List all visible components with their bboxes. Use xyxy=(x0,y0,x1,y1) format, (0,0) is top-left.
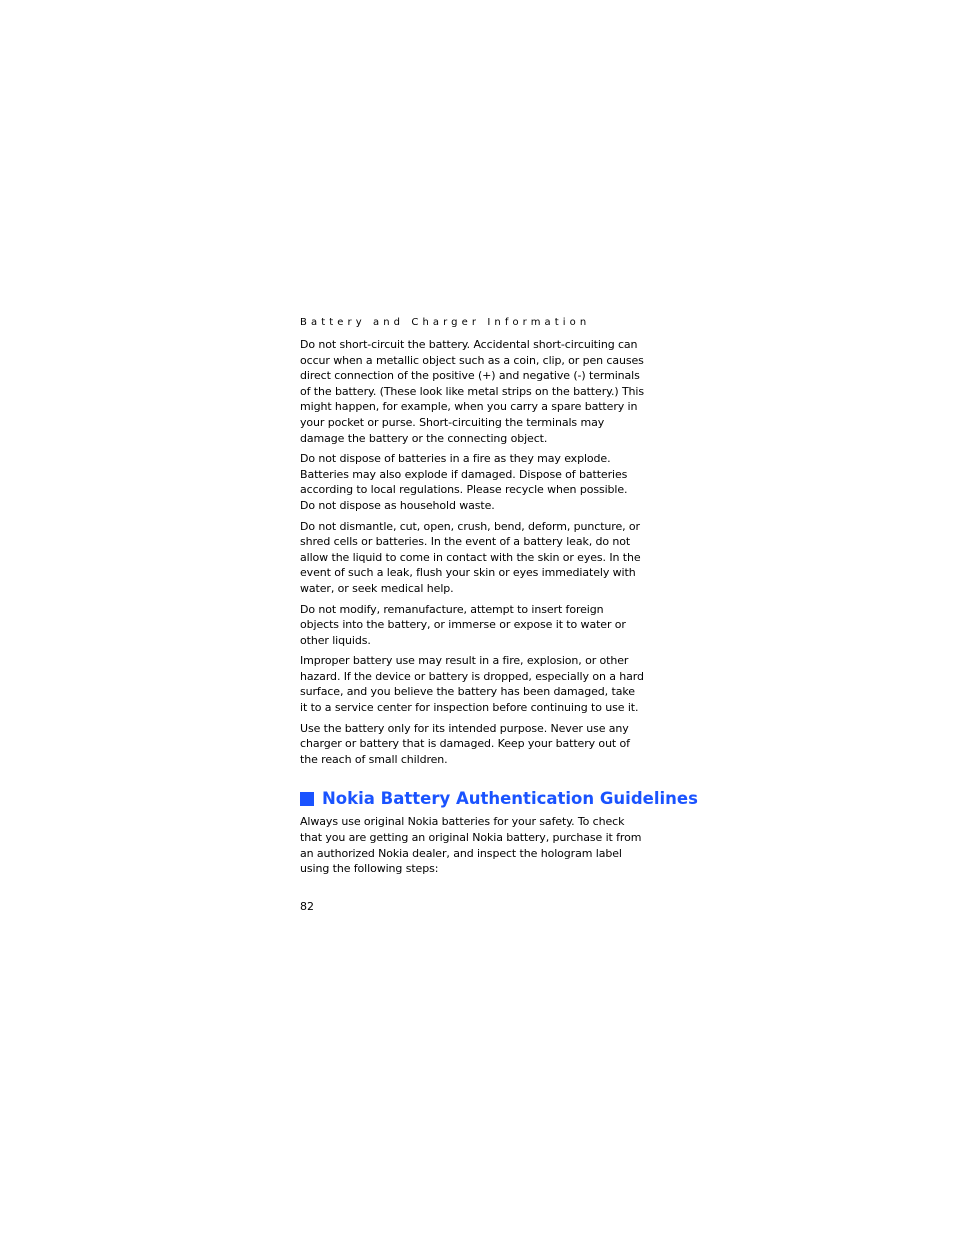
running-header: Battery and Charger Information xyxy=(300,317,591,328)
body-text xyxy=(300,337,698,882)
paragraph-modify: Do not modify, remanufacture, attempt to insert foreign objects into the battery, or immerse or expose it to water or other liquids. xyxy=(300,602,626,647)
document-page xyxy=(300,0,698,1235)
paragraph-improper-use: Improper battery use may result in a fire, explosion, or other hazard. If the device or battery is dropped, especially on a hard surface, and you believe the battery has been damaged, take it to a service center for inspection before continuing to use it. xyxy=(300,654,644,715)
section-heading-text: Nokia Battery Authentication Guidelines xyxy=(322,789,698,809)
page-number: 82 xyxy=(300,900,314,913)
section-heading xyxy=(300,788,698,810)
heading-square-icon xyxy=(300,792,314,806)
paragraph-short-circuit: Do not short-circuit the battery. Accidental short-circuiting can occur when a metallic object such as a coin, clip, or pen causes direct connection of the positive (+) and negative (-) terminals of the battery. (These look like metal strips on the battery.) This might happen, for example, when you carry a spare battery in your pocket or purse. Short-circuiting the terminals may damage the battery or the connecting object. xyxy=(300,338,645,445)
paragraph-intended-purpose: Use the battery only for its intended purpose. Never use any charger or battery that is damaged. Keep your battery out of the reach of small children. xyxy=(300,721,630,766)
paragraph-authentication-intro: Always use original Nokia batteries for your safety. To check that you are getting an original Nokia battery, purchase it from an authorized Nokia dealer, and inspect the hologram label using the following steps: xyxy=(300,815,642,876)
paragraph-dismantle: Do not dismantle, cut, open, crush, bend, deform, puncture, or shred cells or batteries. In the event of a battery leak, do not allow the liquid to come in contact with the skin or eyes. In the event of such a leak, flush your skin or eyes immediately with water, or seek medical help. xyxy=(300,519,641,595)
paragraph-disposal: Do not dispose of batteries in a fire as they may explode. Batteries may also explode if damaged. Dispose of batteries according to local regulations. Please recycle when possible. Do not dispose as household waste. xyxy=(300,452,628,512)
